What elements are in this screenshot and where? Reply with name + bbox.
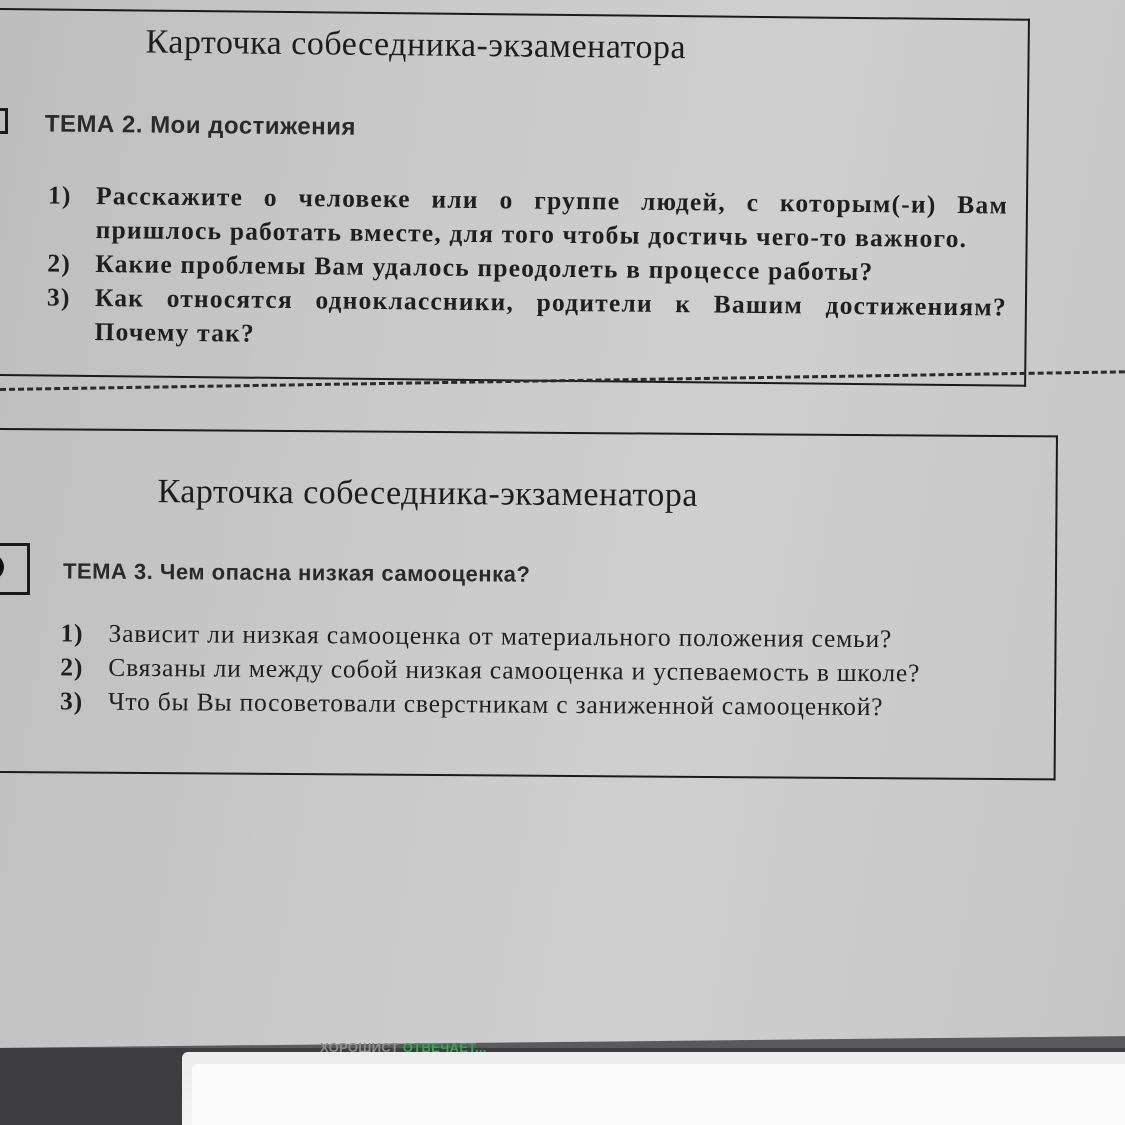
question-number: 1) <box>60 618 84 648</box>
question-text: Какие проблемы Вам удалось преодолеть в процессе работы? <box>95 249 874 287</box>
card-title: Карточка собеседника-экзаменатора <box>157 473 699 514</box>
topic-heading <box>45 110 356 141</box>
topic-name: Чем опасна низкая самооценка? <box>159 559 531 587</box>
question-number: 3) <box>59 686 84 716</box>
question-list <box>60 616 1037 725</box>
ribbon-user: ХОРОШИСТ <box>320 1040 399 1055</box>
question-number: 3) <box>46 282 71 312</box>
bookmark-marker <box>0 108 8 134</box>
question-text: Расскажите о человеке или о группе людей, с которым(-и) Вам пришлось работать вместе, для того чтобы достичь чего-то важного. <box>95 181 1009 254</box>
topic-number: ТЕМА 3. <box>62 558 154 585</box>
card-title: Карточка собеседника-экзаменатора <box>145 23 687 67</box>
answer-ribbon <box>320 1040 487 1055</box>
question-number: 2) <box>60 652 84 682</box>
question-text: Зависит ли низкая самооценка от материального положения семьи? <box>108 618 893 654</box>
answer-panel <box>182 1052 1125 1125</box>
topic-name: Мои достижения <box>150 111 357 141</box>
question-list <box>46 179 1008 359</box>
question-text: Как относятся одноклассники, родители к Вашим достижениям? Почему так? <box>94 283 1008 348</box>
topic-number: ТЕМА 2. <box>44 110 144 139</box>
question-number: 1) <box>47 180 72 210</box>
bookmark-marker <box>0 543 30 595</box>
examiner-card-topic-3 <box>0 428 1058 780</box>
question-item <box>46 281 1007 359</box>
question-item <box>60 684 1036 725</box>
ribbon-status: ОТВЕЧАЕТ... <box>402 1040 487 1055</box>
answer-panel-body <box>192 1064 1125 1125</box>
question-item <box>48 179 1009 257</box>
topic-heading <box>63 558 530 587</box>
question-text: Что бы Вы посоветовали сверстникам с заниженной самооценкой? <box>107 686 884 722</box>
question-number: 2) <box>47 248 72 278</box>
examiner-card-topic-2 <box>0 8 1030 387</box>
question-text: Связаны ли между собой низкая самооценка и успеваемость в школе? <box>108 652 921 688</box>
